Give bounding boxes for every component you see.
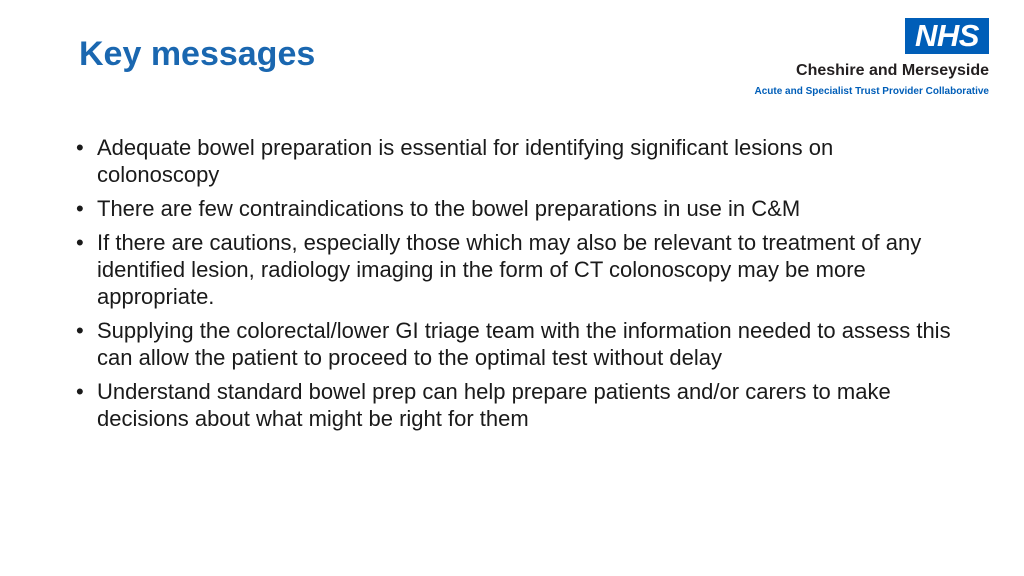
slide-title: Key messages bbox=[79, 35, 316, 73]
bullet-icon: • bbox=[76, 318, 84, 343]
list-item bbox=[72, 195, 952, 222]
list-item bbox=[72, 134, 952, 188]
nhs-mark: NHS bbox=[905, 18, 989, 54]
bullet-text: Understand standard bowel prep can help prepare patients and/or carers to make decisions about what might be right for them bbox=[97, 379, 891, 431]
key-messages-list bbox=[72, 134, 952, 439]
bullet-icon: • bbox=[76, 196, 84, 221]
bullet-text: Supplying the colorectal/lower GI triage team with the information needed to assess this can allow the patient to proceed to the optimal test without delay bbox=[97, 318, 951, 370]
bullet-icon: • bbox=[76, 379, 84, 404]
bullet-icon: • bbox=[76, 230, 84, 255]
bullet-text: If there are cautions, especially those which may also be relevant to treatment of any identified lesion, radiology imaging in the form of CT colonoscopy may be more appropriate. bbox=[97, 230, 922, 309]
nhs-logo bbox=[700, 18, 992, 102]
organisation-subtitle: Acute and Specialist Trust Provider Collaborative bbox=[754, 86, 989, 97]
bullet-icon: • bbox=[76, 135, 84, 160]
organisation-name: Cheshire and Merseyside bbox=[796, 62, 989, 79]
bullet-text: There are few contraindications to the bowel preparations in use in C&M bbox=[97, 196, 801, 221]
list-item bbox=[72, 229, 952, 310]
list-item bbox=[72, 317, 952, 371]
bullet-text: Adequate bowel preparation is essential for identifying significant lesions on colonoscopy bbox=[97, 135, 834, 187]
list-item bbox=[72, 378, 952, 432]
